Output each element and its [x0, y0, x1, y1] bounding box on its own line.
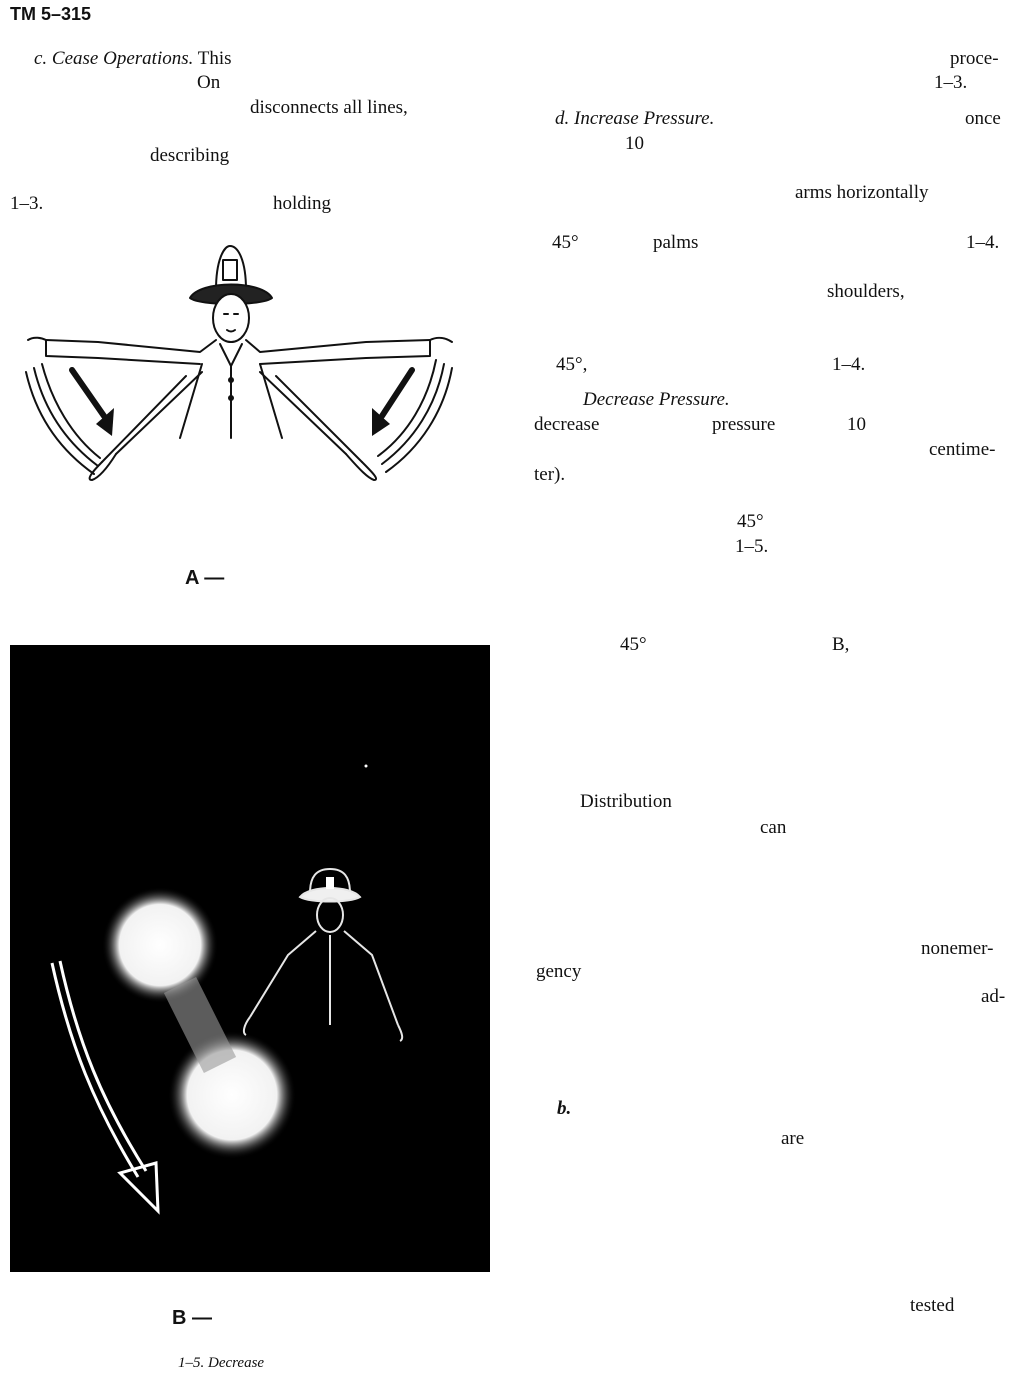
text-fragment: On	[197, 72, 221, 93]
text-fragment: 45°	[552, 232, 579, 253]
item-b-label: b.	[557, 1098, 572, 1119]
text-fragment: 45°	[737, 511, 764, 532]
figure-a-illustration	[20, 240, 460, 490]
text-fragment: once	[965, 108, 1001, 129]
text-fragment: centime-	[929, 439, 996, 460]
cease-operations-paragraph	[34, 49, 232, 68]
text-fragment: This	[197, 48, 232, 69]
figure-reference: 1–5.	[735, 536, 769, 557]
figure-b-photo	[10, 645, 490, 1272]
text-fragment: tested	[910, 1295, 955, 1316]
text-fragment: B,	[832, 634, 850, 655]
text-fragment: disconnects all lines,	[250, 97, 408, 118]
text-fragment: ter).	[534, 464, 566, 485]
figure-reference: 1–3.	[934, 72, 968, 93]
text-fragment: can	[760, 817, 787, 838]
cease-operations-heading: c. Cease Operations.	[34, 48, 194, 69]
text-fragment: proce-	[950, 48, 999, 69]
text-fragment: palms	[653, 232, 699, 253]
figure-caption: 1–5. Decrease	[178, 1355, 265, 1371]
text-fragment: Distribution	[580, 791, 672, 812]
figure-a-caption: A —	[185, 567, 225, 589]
figure-b-caption: B —	[172, 1307, 212, 1329]
text-fragment: 10	[625, 133, 644, 154]
text-fragment: 45°	[620, 634, 647, 655]
text-fragment: arms horizontally	[795, 182, 929, 203]
text-fragment: are	[781, 1128, 805, 1149]
text-fragment: 45°,	[556, 354, 588, 375]
figure-reference: 1–4.	[966, 232, 1000, 253]
figure-reference: 1–4.	[832, 354, 866, 375]
text-fragment: ad-	[981, 986, 1006, 1007]
text-fragment: pressure	[712, 414, 776, 435]
text-fragment: 10	[847, 414, 866, 435]
text-fragment: decrease	[534, 414, 600, 435]
text-fragment: shoulders,	[827, 281, 905, 302]
text-fragment: describing	[150, 145, 230, 166]
text-fragment: nonemer-	[921, 938, 994, 959]
increase-pressure-heading: d. Increase Pressure.	[555, 108, 715, 129]
text-fragment: gency	[536, 961, 582, 982]
tm-number: TM 5–315	[10, 4, 92, 24]
decrease-pressure-heading: Decrease Pressure.	[583, 389, 730, 410]
figure-reference: 1–3.	[10, 193, 44, 214]
text-fragment: holding	[273, 193, 332, 214]
